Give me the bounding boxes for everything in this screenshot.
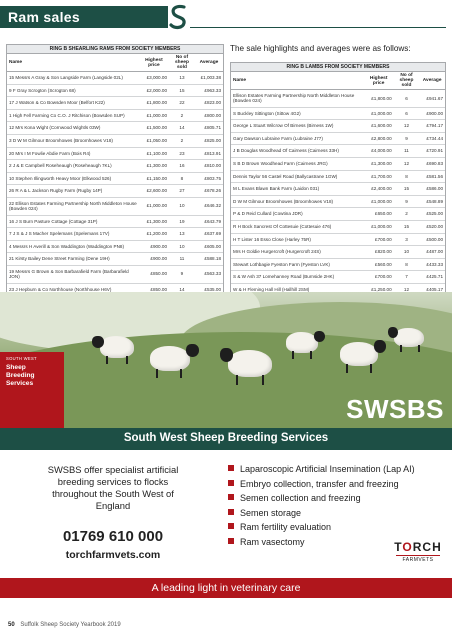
cell-highest-price: £2,400.00 [364, 183, 394, 196]
table-row [231, 246, 445, 259]
cell-name: J B Douglas Woodhead Of Cairness (Cairness 33H) [231, 145, 364, 158]
cell-name: 23 J Hepburn & Co Northhouse (Northhouse H6V) [7, 283, 139, 296]
cell-average: £678.26 [195, 185, 223, 198]
bullet-square-icon [228, 465, 234, 471]
cell-name: W & H Fleming Hall Hill (Hallhill 2SM) [231, 283, 364, 296]
cell-highest-price: £1,100.00 [139, 147, 169, 160]
service-item [228, 491, 415, 506]
cell-name: 10 Stephen Illingworth Heavy Moor (Elkwood 526) [7, 172, 139, 185]
torch-o-letter: O [402, 540, 413, 554]
table-row [231, 145, 445, 158]
ad-description-line: England [95, 500, 131, 511]
cell-highest-price: £700.00 [364, 271, 394, 284]
cell-no-sold: 22 [169, 97, 195, 110]
cell-highest-price: £1,300.00 [139, 160, 169, 173]
cell-no-sold: 15 [394, 220, 420, 233]
col-header-highest-price: Highest price [139, 54, 169, 72]
ssbs-logo-name-line: Services [6, 380, 34, 387]
cell-highest-price: £1,800.00 [139, 97, 169, 110]
cell-name: M L Evans Blawn Bank Farm (Laidon 031) [231, 183, 364, 196]
cell-average: £1,003.38 [195, 72, 223, 85]
cell-highest-price: £1,000.00 [139, 197, 169, 215]
cell-name: Gary Dawson Lubraine Farm (Lubraine J77) [231, 132, 364, 145]
cell-average: £605.00 [195, 240, 223, 253]
cell-average: £425.71 [419, 271, 445, 284]
sheep-head [186, 344, 199, 357]
cell-no-sold: 12 [394, 157, 420, 170]
cell-average: £581.56 [419, 170, 445, 183]
page-footer [8, 622, 121, 628]
cell-name: 12 Mrs Kona Wight (Cornwood Wightls 03W) [7, 122, 139, 135]
service-label: Laparoscopic Artificial Insemination (Lap AI) [240, 464, 415, 474]
cell-highest-price: £650.00 [364, 208, 394, 221]
cell-name: Stewart Lothbagie Fyeston Farm (Fyeston LVK) [231, 258, 364, 271]
table-row [231, 208, 445, 221]
publication-name: Suffolk Sheep Society Yearbook 2019 [20, 622, 121, 628]
cell-name: S Buckley Sittington (Sittow 4G2) [231, 107, 364, 120]
sheep [100, 336, 134, 358]
sheep-head [92, 336, 104, 348]
cell-highest-price: £1,000.00 [364, 195, 394, 208]
cell-average: £525.00 [419, 208, 445, 221]
cell-average: £520.00 [419, 220, 445, 233]
cell-no-sold: 6 [394, 107, 420, 120]
cell-average: £805.71 [195, 122, 223, 135]
cell-average: £810.00 [195, 160, 223, 173]
cell-average: £586.00 [419, 183, 445, 196]
ad-phone-number: 01769 610 000 [62, 528, 164, 545]
ssbs-band-title: South West Sheep Breeding Services [123, 432, 329, 444]
table-row [7, 265, 223, 283]
cell-name: D W M Gilmour Broomhowes (Broomhowes V18) [231, 195, 364, 208]
service-item [228, 535, 415, 550]
cell-highest-price: £1,000.00 [364, 107, 394, 120]
ad-description [38, 464, 188, 512]
ssbs-wordmark: SWSBS [346, 394, 444, 424]
torch-logo-rule [396, 555, 440, 556]
cell-name: 4 Messrs H Averill & Son Waddington (Waddington PN8) [7, 240, 139, 253]
table-row [231, 195, 445, 208]
table-row [7, 215, 223, 228]
table-row [231, 220, 445, 233]
cell-highest-price: £1,800.00 [364, 90, 394, 108]
torch-logo-subtitle: FARMVETS [402, 557, 434, 563]
table-row [7, 197, 223, 215]
services-list [228, 462, 415, 549]
cell-highest-price: £1,000.00 [364, 220, 394, 233]
torch-wordmark [394, 540, 442, 554]
table-row [231, 170, 445, 183]
table-row [231, 258, 445, 271]
service-label: Ram vasectomy [240, 536, 305, 547]
cell-highest-price: £1,000.00 [139, 109, 169, 122]
sheep [150, 346, 190, 371]
cell-average: £963.33 [195, 84, 223, 97]
cell-average: £487.00 [419, 246, 445, 259]
cell-name: 17 J Watson & Co Bowsden Moor (Belfort K22) [7, 97, 139, 110]
cell-name: 22 Ellison Estates Farming Partnership North Middleton House (Bowden 024) [7, 197, 139, 215]
cell-highest-price: £700.00 [364, 233, 394, 246]
cell-highest-price: £820.00 [364, 246, 394, 259]
table-row [7, 147, 223, 160]
cell-no-sold: 10 [394, 246, 420, 259]
table-row [231, 183, 445, 196]
cell-average: £800.00 [195, 109, 223, 122]
cell-name: 19 Messrs G Brown & Son Barbarafield Farm (Barbarafield JON) [7, 265, 139, 283]
sheep-leg [236, 375, 238, 385]
cell-highest-price: £560.00 [364, 258, 394, 271]
cell-name: P & D Reid Cullard (Cowtina JDR) [231, 208, 364, 221]
cell-average: £941.67 [419, 90, 445, 108]
cell-no-sold: 9 [394, 132, 420, 145]
cell-highest-price: £850.00 [139, 283, 169, 296]
cell-highest-price: £4,000.00 [364, 145, 394, 158]
cell-no-sold: 13 [169, 228, 195, 241]
cell-no-sold: 6 [394, 90, 420, 108]
sheep-leg [106, 356, 108, 364]
table-row [7, 160, 223, 173]
cell-name: Mrs H Goldie Hurgercroft (Hurgercroft 24S) [231, 246, 364, 259]
table-row [7, 240, 223, 253]
sheep [340, 342, 378, 366]
sheep [228, 350, 272, 377]
cell-highest-price: £1,300.00 [364, 157, 394, 170]
cell-average: £813.91 [195, 147, 223, 160]
cell-no-sold: 19 [169, 215, 195, 228]
cell-name: 21 Kirsty Bailey Dene Street Farming (Dene 19H) [7, 253, 139, 266]
table-title: RING B LAMBS FROM SOCIETY MEMBERS [231, 63, 445, 72]
cell-average: £823.00 [195, 97, 223, 110]
cell-no-sold: 2 [169, 134, 195, 147]
table-title: RING B SHEARLING RAMS FROM SOCIETY MEMBERS [7, 45, 223, 54]
cell-average: £405.17 [419, 283, 445, 296]
bullet-square-icon [228, 523, 234, 529]
cell-average: £548.89 [419, 195, 445, 208]
cell-name: R H Bock Sancrest Of Cottesuie (Cottesuie 476) [231, 220, 364, 233]
col-header-no-sold: No of sheep sold [169, 54, 195, 72]
ad-description-line: breeding services to flocks [57, 476, 169, 487]
cell-no-sold: 7 [394, 271, 420, 284]
col-header-average: Average [419, 72, 445, 90]
cell-no-sold: 3 [394, 233, 420, 246]
service-item [228, 477, 415, 492]
cell-highest-price: £900.00 [139, 253, 169, 266]
service-label: Semen collection and freezing [240, 493, 361, 503]
cell-no-sold: 11 [394, 145, 420, 158]
sheep-head [220, 348, 233, 362]
sheep-leg [400, 345, 402, 352]
society-s-logo-icon [168, 4, 190, 30]
table-row [7, 134, 223, 147]
sheep-leg [262, 375, 264, 385]
cell-highest-price: £1,050.00 [139, 134, 169, 147]
torch-letters: T [394, 540, 403, 554]
service-label: Ram fertility evaluation [240, 522, 332, 532]
table-row [231, 233, 445, 246]
sheep-leg [310, 351, 312, 359]
intro-text: The sale highlights and averages were as follows: [230, 44, 411, 53]
table-row [231, 107, 445, 120]
service-item [228, 462, 415, 477]
cell-name: Ellison Estates Farming Partnership North Middleton House (Bowden 024) [231, 90, 364, 108]
table-row [7, 97, 223, 110]
cell-name: S & W Ash 37 Lomehanney Road (Burnside 2HK) [231, 271, 364, 284]
table-row [7, 172, 223, 185]
cell-no-sold: 2 [394, 208, 420, 221]
section-title: Ram sales [8, 9, 80, 25]
cell-name: 2 J & E Campbell Roseheaugh (Roseheaugh 7KL) [7, 160, 139, 173]
cell-name: 16 J S Burn Pasture Cottage (Cottage 31P) [7, 215, 139, 228]
cell-no-sold: 11 [169, 253, 195, 266]
cell-average: £734.44 [419, 132, 445, 145]
cell-highest-price: £1,700.00 [364, 170, 394, 183]
cell-average: £794.17 [419, 120, 445, 133]
cell-no-sold: 13 [169, 72, 195, 85]
sheep-leg [292, 351, 294, 359]
table-row [231, 271, 445, 284]
page-number: 50 [8, 622, 15, 628]
cell-name: S B D Brown Woodhead Farm (Cairness JRG) [231, 157, 364, 170]
cell-no-sold: 14 [169, 122, 195, 135]
table-row [7, 228, 223, 241]
bullet-square-icon [228, 480, 234, 486]
service-item [228, 520, 415, 535]
cell-no-sold: 10 [169, 197, 195, 215]
table-row [7, 84, 223, 97]
cell-name: 7 J S & J S Macher Spelemans (Spelemans 17V) [7, 228, 139, 241]
torch-letters: RCH [412, 540, 442, 554]
cell-no-sold: 9 [394, 195, 420, 208]
cell-name: 1 High Fell Farming Co C.O. J Ritchison (Bowsden SUP) [7, 109, 139, 122]
ssbs-logo-region: SOUTH WEST [6, 356, 37, 361]
cell-name: George L Stuart Wilcrow Of Birness (Birness 1W) [231, 120, 364, 133]
cell-average: £500.00 [419, 233, 445, 246]
sheep-leg [180, 369, 182, 378]
cell-highest-price: £2,000.00 [139, 84, 169, 97]
bullet-square-icon [228, 538, 234, 544]
cell-name: 3 D W M Gilmour Broomhowes (Broomhowes V18) [7, 134, 139, 147]
cell-highest-price: £900.00 [139, 240, 169, 253]
sheep-head [388, 327, 398, 338]
sheep-leg [418, 345, 420, 352]
cell-average: £803.75 [195, 172, 223, 185]
section-header-bar [0, 6, 168, 28]
cell-average: £433.33 [419, 258, 445, 271]
tagline-band [0, 578, 452, 598]
cell-average: £535.00 [195, 283, 223, 296]
cell-highest-price: £2,600.00 [139, 185, 169, 198]
table-row [231, 90, 445, 108]
cell-no-sold: 15 [394, 183, 420, 196]
cell-name: H T Lister 16 Esso Close (Harley 75R) [231, 233, 364, 246]
sheep-leg [126, 356, 128, 364]
cell-highest-price: £1,200.00 [139, 228, 169, 241]
sheep-leg [346, 364, 348, 373]
sheep-leg [156, 369, 158, 378]
cell-highest-price: £3,000.00 [139, 72, 169, 85]
service-item [228, 506, 415, 521]
table-row [7, 253, 223, 266]
ssbs-small-logo [0, 352, 64, 428]
header-rule [190, 27, 446, 28]
bullet-square-icon [228, 509, 234, 515]
ad-description-line: throughout the South West of [52, 488, 174, 499]
table-header-row [231, 72, 445, 90]
cell-average: £825.00 [195, 134, 223, 147]
col-header-no-sold: No of sheep sold [394, 72, 420, 90]
col-header-name: Name [7, 54, 139, 72]
cell-average: £588.18 [195, 253, 223, 266]
col-header-highest-price: Highest price [364, 72, 394, 90]
ssbs-logo-name-line: Sheep [6, 364, 26, 371]
table-row [231, 132, 445, 145]
tagline-text: A leading light in veterinary care [151, 582, 301, 594]
ad-website: torchfarmvets.com [65, 549, 161, 561]
cell-average: £563.33 [195, 265, 223, 283]
cell-average: £690.83 [419, 157, 445, 170]
cell-name: Dennis Taylor 56 Castel Road (Ballycastrane 1GW) [231, 170, 364, 183]
ad-description-line: SWSBS offer specialist artificial [47, 464, 179, 475]
ssbs-logo-name [6, 364, 35, 388]
cell-average: £637.69 [195, 228, 223, 241]
cell-no-sold: 14 [169, 283, 195, 296]
table-row [7, 122, 223, 135]
table-row [231, 120, 445, 133]
cell-no-sold: 23 [169, 147, 195, 160]
cell-no-sold: 12 [394, 283, 420, 296]
table-row [231, 157, 445, 170]
sheep-head [374, 340, 386, 353]
cell-name: 26 R A & L Jackson Rugby Farm (Rugby 14P) [7, 185, 139, 198]
cell-highest-price: £1,150.00 [139, 172, 169, 185]
cell-no-sold: 15 [169, 84, 195, 97]
col-header-name: Name [231, 72, 364, 90]
table-header-row [7, 54, 223, 72]
ssbs-title-band [0, 428, 452, 450]
cell-highest-price: £1,600.00 [364, 120, 394, 133]
sheep-head [314, 331, 325, 342]
table-row [7, 72, 223, 85]
cell-highest-price: £850.00 [139, 265, 169, 283]
cell-highest-price: £1,500.00 [139, 122, 169, 135]
cell-no-sold: 8 [394, 170, 420, 183]
cell-no-sold: 10 [169, 240, 195, 253]
cell-name: 20 Mrs I M Fowlie Abdie Farm (Bois R4) [7, 147, 139, 160]
cell-average: £643.79 [195, 215, 223, 228]
cell-average: £720.91 [419, 145, 445, 158]
service-label: Semen storage [240, 507, 302, 518]
cell-no-sold: 8 [169, 172, 195, 185]
cell-no-sold: 2 [169, 109, 195, 122]
cell-no-sold: 9 [169, 265, 195, 283]
cell-name: 9 F Gray Scrogton (Scrogton 68) [7, 84, 139, 97]
cell-no-sold: 8 [394, 258, 420, 271]
sheep-leg [370, 364, 372, 373]
cell-average: £900.00 [419, 107, 445, 120]
service-label: Embryo collection, transfer and freezing [240, 478, 399, 489]
cell-no-sold: 12 [394, 120, 420, 133]
torch-farmvets-logo [394, 540, 442, 564]
col-header-average: Average [195, 54, 223, 72]
cell-no-sold: 27 [169, 185, 195, 198]
cell-highest-price: £1,300.00 [139, 215, 169, 228]
cell-average: £646.32 [195, 197, 223, 215]
table-row [7, 109, 223, 122]
cell-highest-price: £2,800.00 [364, 132, 394, 145]
cell-no-sold: 16 [169, 160, 195, 173]
cell-highest-price: £1,250.00 [364, 283, 394, 296]
bullet-square-icon [228, 494, 234, 500]
table-row [7, 185, 223, 198]
cell-name: 15 Messrs A Gray & Son Langside Farm (Langside 02L) [7, 72, 139, 85]
ssbs-logo-name-line: Breeding [6, 372, 35, 379]
